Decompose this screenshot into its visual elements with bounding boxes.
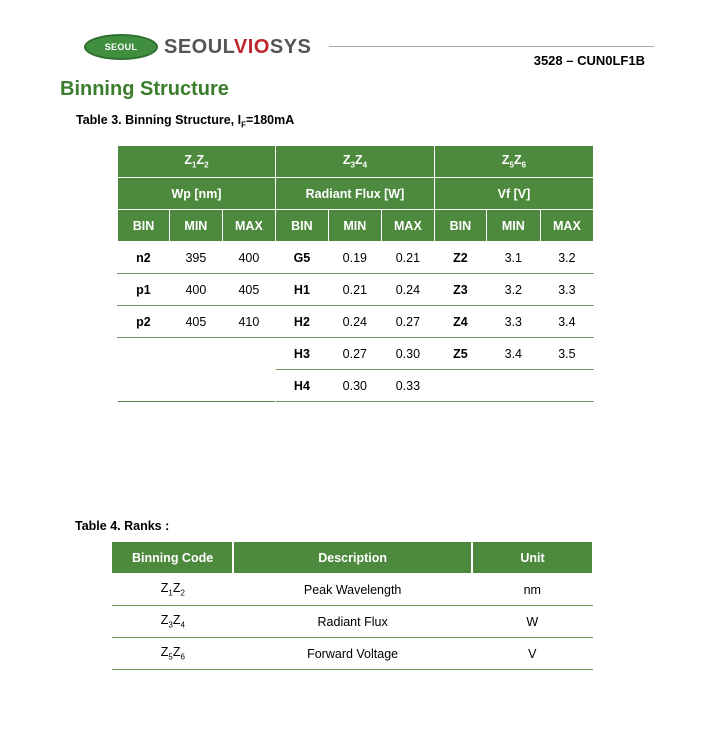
table-row (118, 274, 594, 306)
min-cell: 0.21 (328, 274, 381, 306)
min-cell: 3.3 (486, 306, 540, 338)
param-radiant-flux: Radiant Flux [W] (275, 178, 434, 210)
model-number: 3528 – CUN0LF1B (533, 53, 645, 68)
binning-code-cell: $Z_3Z_4$ (113, 606, 234, 638)
header-rule (329, 46, 654, 47)
group-code-z5z6: $Z_5Z_6$ (434, 146, 593, 178)
binning-code-cell: $Z_1Z_2$ (113, 574, 234, 606)
bin-cell: p1 (118, 274, 170, 306)
min-cell: 0.30 (328, 370, 381, 402)
table-row (113, 638, 593, 670)
bin-cell: H2 (275, 306, 328, 338)
min-cell: 400 (169, 274, 222, 306)
group-code-z1z2: $Z_1Z_2$ (118, 146, 276, 178)
col-header: MAX (222, 210, 275, 242)
empty-cell (434, 370, 593, 402)
bin-cell: H4 (275, 370, 328, 402)
bin-cell: Z2 (434, 242, 486, 274)
header-description: Description (233, 542, 472, 574)
description-cell: Radiant Flux (233, 606, 472, 638)
description-cell: Forward Voltage (233, 638, 472, 670)
table-row (113, 574, 593, 606)
group-code-z3z4: $Z_3Z_4$ (275, 146, 434, 178)
bin-cell: H3 (275, 338, 328, 370)
empty-cell (118, 338, 276, 402)
group-code-row (118, 146, 594, 178)
col-header: BIN (275, 210, 328, 242)
ranks-table (112, 541, 593, 670)
bin-cell: Z4 (434, 306, 486, 338)
logo-oval (84, 34, 158, 60)
col-header: MIN (328, 210, 381, 242)
table-row (118, 306, 594, 338)
min-cell: 3.4 (486, 338, 540, 370)
seoul-viosys-logo (84, 30, 314, 64)
logo-wordmark (164, 34, 311, 60)
binning-code-cell: $Z_5Z_6$ (113, 638, 234, 670)
logo-word-c: SYS (269, 36, 312, 58)
max-cell: 3.2 (540, 242, 593, 274)
logo-oval-text: SEOUL (104, 42, 138, 52)
unit-cell: nm (472, 574, 592, 606)
binning-structure-table (117, 145, 594, 402)
min-cell: 3.1 (486, 242, 540, 274)
bin-cell: n2 (118, 242, 170, 274)
group-param-row (118, 178, 594, 210)
bin-cell: G5 (275, 242, 328, 274)
param-vf: Vf [V] (434, 178, 593, 210)
bin-cell: H1 (275, 274, 328, 306)
min-cell: 3.2 (486, 274, 540, 306)
bin-cell: Z5 (434, 338, 486, 370)
column-header-row (118, 210, 594, 242)
min-cell: 0.24 (328, 306, 381, 338)
min-cell: 395 (169, 242, 222, 274)
max-cell: 0.27 (381, 306, 434, 338)
ranks-header-row (113, 542, 593, 574)
col-header: MAX (381, 210, 434, 242)
header-binning-code: Binning Code (113, 542, 234, 574)
logo-word-a: SEOUL (164, 36, 234, 58)
table3-caption (76, 113, 294, 130)
param-wp: Wp [nm] (118, 178, 276, 210)
max-cell: 3.5 (540, 338, 593, 370)
max-cell: 3.4 (540, 306, 593, 338)
max-cell: 0.21 (381, 242, 434, 274)
max-cell: 400 (222, 242, 275, 274)
max-cell: 405 (222, 274, 275, 306)
bin-cell: p2 (118, 306, 170, 338)
col-header: MAX (540, 210, 593, 242)
col-header: BIN (434, 210, 486, 242)
table3-caption-sub: F (241, 120, 246, 130)
max-cell: 0.24 (381, 274, 434, 306)
max-cell: 3.3 (540, 274, 593, 306)
max-cell: 0.33 (381, 370, 434, 402)
bin-cell: Z3 (434, 274, 486, 306)
table-row (113, 606, 593, 638)
max-cell: 0.30 (381, 338, 434, 370)
table-row (118, 242, 594, 274)
max-cell: 410 (222, 306, 275, 338)
table-row (118, 338, 594, 370)
logo-word-b: VIO (233, 36, 270, 58)
page-title: Binning Structure (60, 78, 229, 100)
table4-caption: Table 4. Ranks : (75, 519, 170, 533)
col-header: MIN (169, 210, 222, 242)
description-cell: Peak Wavelength (233, 574, 472, 606)
table3-caption-suffix: =180mA (245, 113, 295, 127)
min-cell: 0.27 (328, 338, 381, 370)
min-cell: 0.19 (328, 242, 381, 274)
unit-cell: V (472, 638, 592, 670)
unit-cell: W (472, 606, 592, 638)
col-header: MIN (486, 210, 540, 242)
col-header: BIN (118, 210, 170, 242)
table3-caption-prefix: Table 3. Binning Structure, I (76, 113, 242, 127)
header-unit: Unit (472, 542, 592, 574)
min-cell: 405 (169, 306, 222, 338)
